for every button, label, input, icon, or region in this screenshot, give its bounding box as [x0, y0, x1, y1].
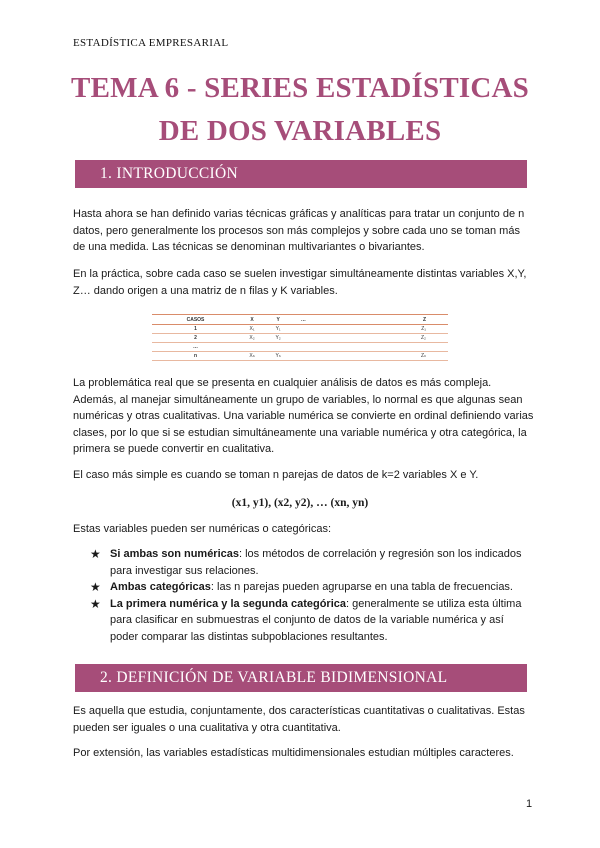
- running-header: ESTADÍSTICA EMPRESARIAL: [73, 37, 229, 49]
- table-row: [152, 325, 448, 334]
- list-item-text: : los métodos de correlación y regresión son los indicados para investigar sus relaciones.: [110, 548, 522, 577]
- list-item: [90, 579, 530, 596]
- paragraph-definition-1: Es aquella que estudia, conjuntamente, dos características cuantitativas o cualitativas. Estas pueden ser iguales o una cualitativa y otra cuantitativa.: [73, 705, 525, 734]
- table-row: [152, 343, 448, 352]
- paragraph-intro-5: Estas variables pueden ser numéricas o categóricas:: [73, 523, 332, 535]
- table-row: [152, 352, 448, 361]
- table-header-cell: Y: [265, 315, 291, 325]
- table-header-cell: CASOS: [152, 315, 239, 325]
- table-header-cell: X: [239, 315, 265, 325]
- table-cell: [291, 325, 315, 334]
- table-cell: Y₁: [265, 325, 291, 334]
- list-item-text: : generalmente se utiliza esta última para clasificar en submuestras el conjunto de datos de la variable numérica y así poder comparar las distintas subpoblaciones resultantes.: [110, 597, 522, 643]
- list-item-text: : las n parejas pueden agruparse en una tabla de frecuencias.: [210, 581, 513, 593]
- star-icon: ★: [90, 596, 101, 611]
- table-header-cell: Z: [316, 315, 448, 325]
- table-cell: 2: [152, 334, 239, 343]
- table-cell: [291, 334, 315, 343]
- table-cell: [291, 343, 315, 352]
- list-item: [90, 596, 530, 646]
- paragraph-intro-1: Hasta ahora se han definido varias técnicas gráficas y analíticas para tratar un conjunto de n datos, pero generalmente los procesos son más complejos y sobre cada uno se toman más de una medida. Las técnicas se denominan multivariantes o bivariantes.: [73, 208, 525, 253]
- paragraph-intro-4: El caso más simple es cuando se toman n parejas de datos de k=2 variables X e Y.: [73, 469, 479, 481]
- paragraph-intro-2: En la práctica, sobre cada caso se suelen investigar simultáneamente distintas variables X,Y, Z… dando origen a una matriz de n filas y K variables.: [73, 268, 527, 297]
- list-item-bold: Si ambas son numéricas: [110, 548, 239, 560]
- table-cell: Y₂: [265, 334, 291, 343]
- table-cell: Z₁: [316, 325, 448, 334]
- list-item: [90, 546, 530, 579]
- paragraph-definition-2: Por extensión, las variables estadísticas multidimensionales estudian múltiples caracteres.: [73, 747, 514, 759]
- table-row: [152, 334, 448, 343]
- paragraph-intro-3: La problemática real que se presenta en cualquier análisis de datos es más compleja. Además, al manejar simultáneamente un grupo de variables, lo normal es que algunas sean numéricas y otras cualitativas. Una variable numérica se convierte en ordinal definiendo varias clases, por lo que si se estudian simultáneamente una variable numérica y otra categórica, la primera se puede convertir en cualitativa.: [73, 377, 534, 455]
- table-cell: Z₂: [316, 334, 448, 343]
- table-cell: Xₙ: [239, 352, 265, 361]
- table-header-row: [152, 315, 448, 325]
- table-header-cell: …: [291, 315, 315, 325]
- data-pairs-formula: (x1, y1), (x2, y2), … (xn, yn): [231, 497, 369, 509]
- table-cell: X₁: [239, 325, 265, 334]
- star-icon: ★: [90, 547, 101, 561]
- page-number: 1: [526, 798, 533, 810]
- section-heading-introduccion: 1. INTRODUCCIÓN: [75, 160, 527, 188]
- table-cell: [239, 343, 265, 352]
- table-cell: [316, 343, 448, 352]
- table-cell: …: [152, 343, 239, 352]
- table-cell: 1: [152, 325, 239, 334]
- table-cell: n: [152, 352, 239, 361]
- list-item-bold: La primera numérica y la segunda categórica: [110, 597, 346, 610]
- table-cell: [291, 352, 315, 361]
- table-cell: [265, 343, 291, 352]
- table-cell: Yₙ: [265, 352, 291, 361]
- cases-variables-table: [152, 314, 448, 361]
- section-heading-definicion: 2. DEFINICIÓN DE VARIABLE BIDIMENSIONAL: [75, 664, 527, 692]
- page-title-line-2: DE DOS VARIABLES: [158, 115, 442, 147]
- variable-types-list: [90, 546, 530, 645]
- star-icon: ★: [90, 580, 101, 594]
- table-cell: Zₙ: [316, 352, 448, 361]
- table-cell: X₂: [239, 334, 265, 343]
- page-title-line-1: TEMA 6 - SERIES ESTADÍSTICAS: [71, 72, 529, 104]
- list-item-bold: Ambas categóricas: [110, 581, 211, 593]
